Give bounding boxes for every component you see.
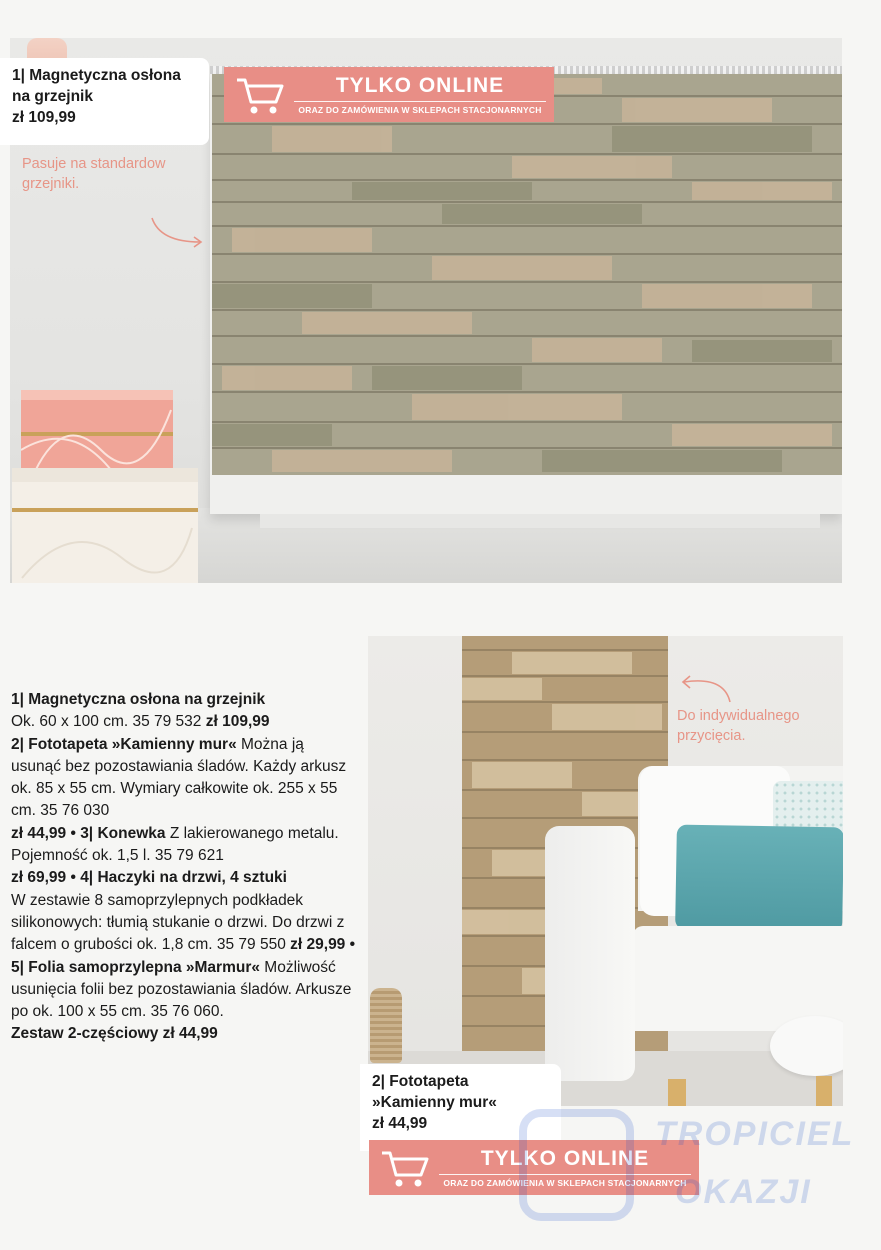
shopping-cart-icon — [379, 1147, 431, 1189]
badge-title: TYLKO ONLINE — [335, 73, 505, 97]
desc-p2-title: 2| Fototapeta »Kamienny mur« — [11, 735, 237, 753]
table-leg — [816, 1076, 832, 1106]
desc-p1-price: zł 109,99 — [205, 713, 270, 731]
online-only-badge — [224, 67, 554, 122]
badge-divider — [294, 101, 546, 102]
label-price: zł 109,99 — [12, 109, 76, 126]
teal-pillow — [675, 825, 843, 933]
label-title-line2: »Kamienny mur« — [372, 1094, 497, 1111]
desc-p2-text: Można ją usunąć bez pozostawiania śladów. Każdy arkusz ok. 85 x 55 cm. Wymiary całkowite ok. 255 x 55 cm. 35 76 030 — [11, 735, 347, 820]
desc-p3-price: zł 69,99 • 4| Haczyki na drzwi, 4 sztuki — [11, 869, 287, 887]
hint-arrow-icon — [148, 214, 208, 250]
label-title-line2: na grzejnik — [12, 88, 93, 105]
white-gift-box — [12, 468, 198, 583]
stone-wall-cover — [212, 74, 842, 475]
desc-p5-price: Zestaw 2-częściowy zł 44,99 — [11, 1025, 218, 1043]
hint-standard-radiators — [22, 154, 166, 194]
hint-line2: grzejniki. — [22, 176, 80, 192]
badge-subtitle: ORAZ DO ZAMÓWIENIA W SKLEPACH STACJONARNYCH — [298, 104, 542, 115]
watermark — [515, 1103, 870, 1228]
watermark-logo-icon — [519, 1109, 634, 1221]
desc-p1-title: 1| Magnetyczna osłona na grzejnik — [11, 691, 266, 708]
sofa-leg — [668, 1079, 686, 1106]
hint-line1: Do indywidualnego — [677, 708, 800, 724]
product-label-radiator-cover — [0, 58, 209, 145]
label-title-line1: 2| Fototapeta — [372, 1073, 469, 1090]
hint-arrow-icon — [674, 670, 736, 706]
desc-p3-text: Z lakierowanego metalu. Pojemność ok. 1,5 l. 35 79 621 — [11, 824, 339, 865]
shopping-cart-icon — [234, 74, 286, 116]
desc-p1-text: Ok. 60 x 100 cm. 35 79 532 — [11, 713, 206, 731]
sofa-armrest — [545, 826, 635, 1081]
hint-custom-cut — [677, 706, 800, 746]
watermark-line2: OKAZJI — [675, 1173, 812, 1211]
radiator-foot — [260, 514, 820, 528]
desc-p4-text: W zestawie 8 samoprzylepnych podkładek silikonowych: tłumią stukanie o drzwi. Do drzwi z falcem o grubości ok. 1,8 cm. 35 79 550 — [11, 891, 345, 954]
desc-p2-price: zł 44,99 • 3| Konewka — [11, 824, 166, 842]
badge-title: TYLKO ONLINE — [480, 1146, 650, 1170]
hint-line2: przycięcia. — [677, 728, 746, 744]
badge-subtitle: ORAZ DO ZAMÓWIENIA W SKLEPACH STACJONARNYCH — [443, 1177, 687, 1188]
wicker-basket — [370, 988, 402, 1063]
hint-line1: Pasuje na standardow — [22, 156, 166, 172]
label-title-line1: 1| Magnetyczna osłona — [12, 67, 181, 84]
label-price: zł 44,99 — [372, 1115, 428, 1132]
desc-p4-price: zł 29,99 • 5| Folia samoprzylepna »Marmur« — [11, 936, 356, 976]
watermark-line1: TROPICIEL — [655, 1115, 855, 1153]
product-description — [11, 689, 356, 1046]
desc-p5-text: Możliwość usunięcia folii bez pozostawiania śladów. Arkusze po ok. 100 x 55 cm. 35 76 060. — [11, 958, 352, 1021]
